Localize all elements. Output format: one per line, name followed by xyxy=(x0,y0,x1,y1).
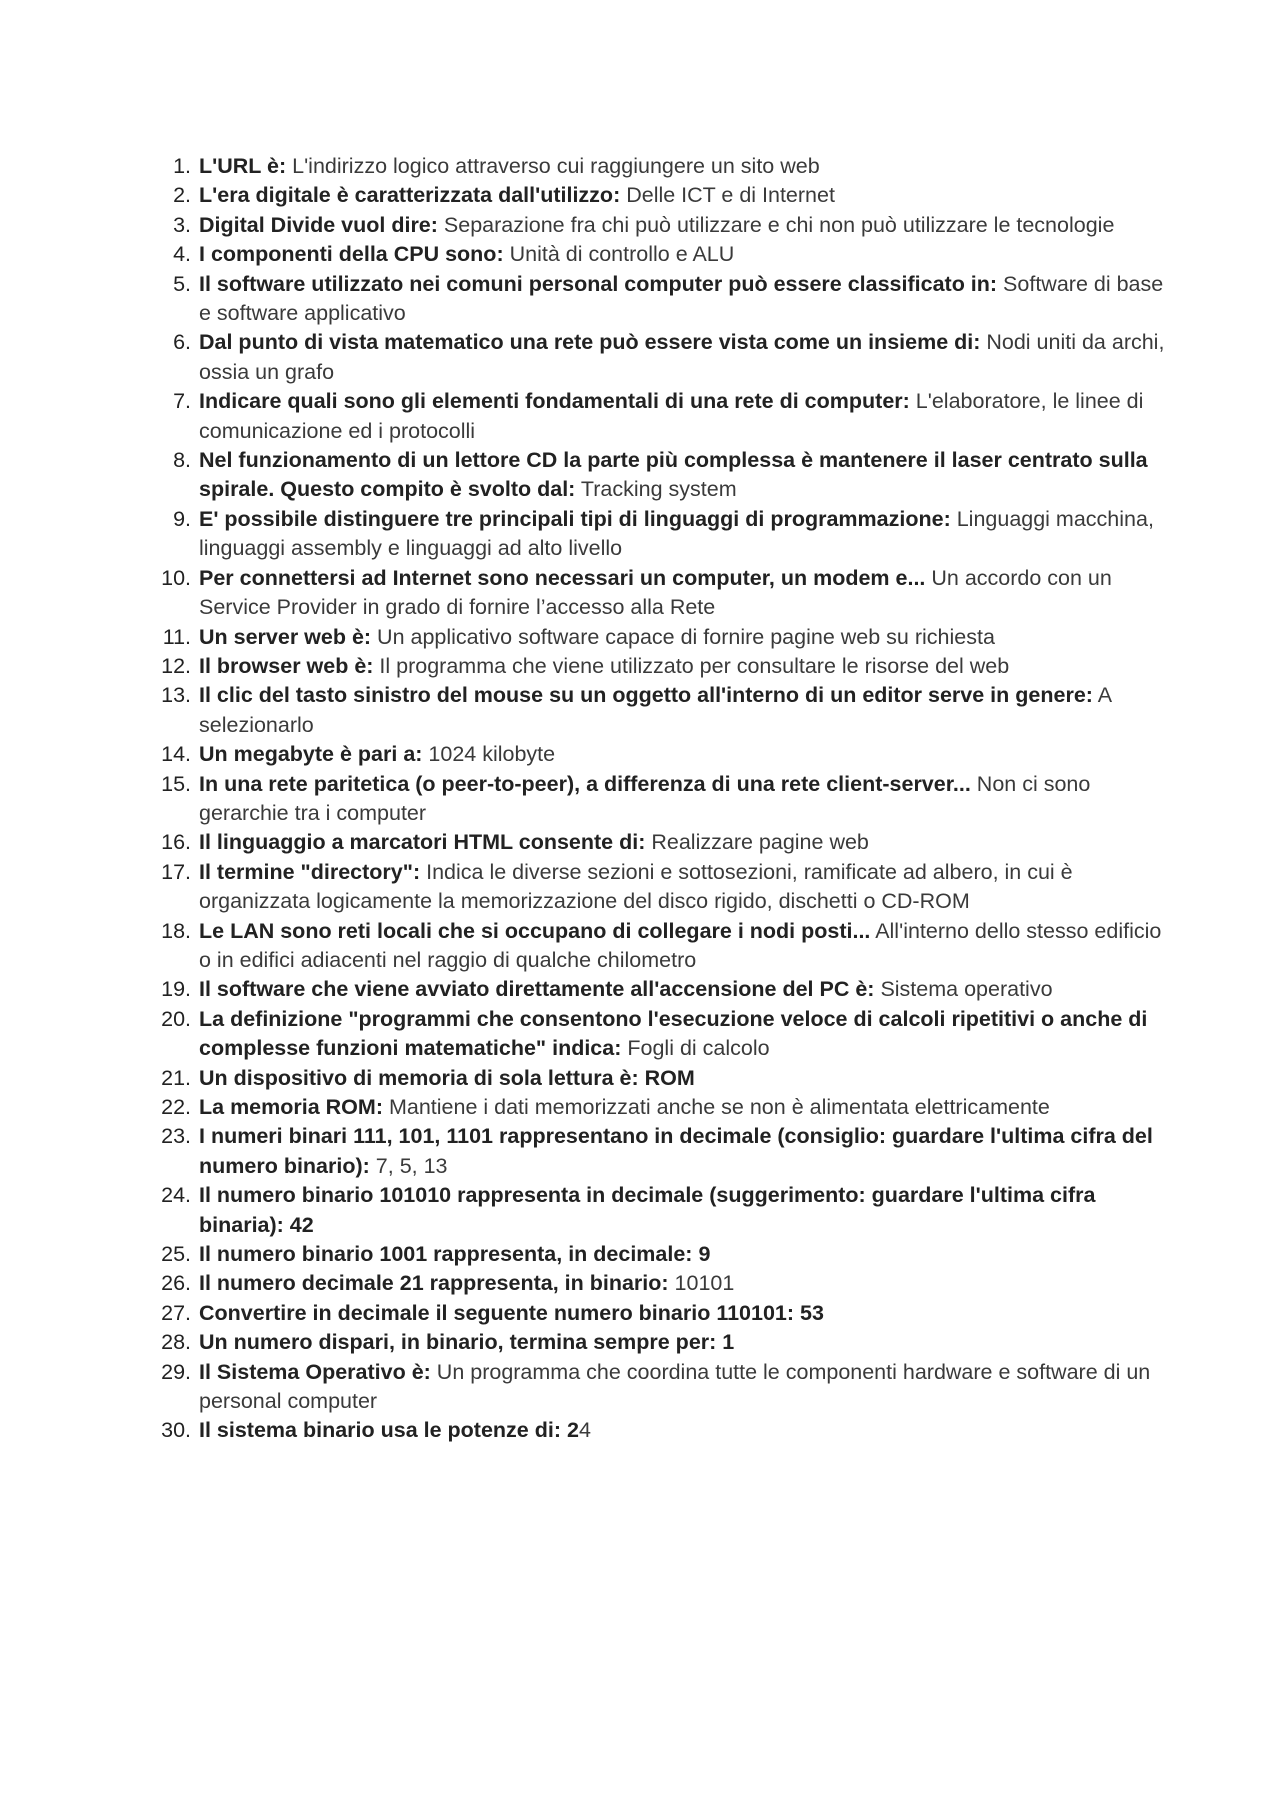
list-item xyxy=(157,240,1167,269)
item-answer: Fogli di calcolo xyxy=(621,1036,770,1061)
item-number: 20. xyxy=(161,1006,191,1031)
item-question: L'era digitale è caratterizzata dall'utilizzo: xyxy=(199,183,621,208)
item-question: Nel funzionamento di un lettore CD la parte più complessa è mantenere il laser centrato sulla spirale. Questo compito è svolto dal: xyxy=(199,448,1148,502)
list-item xyxy=(157,328,1167,387)
item-number: 17. xyxy=(161,859,191,884)
item-answer: A selezionarlo xyxy=(199,683,1111,737)
item-answer: Nodi uniti da archi, ossia un grafo xyxy=(199,330,1165,384)
item-answer: All'interno dello stesso edificio o in edifici adiacenti nel raggio di qualche chilometro xyxy=(199,918,1162,972)
item-number: 2. xyxy=(173,183,191,208)
list-item xyxy=(157,211,1167,240)
list-item xyxy=(157,917,1167,976)
item-question: In una rete paritetica (o peer-to-peer), a differenza di una rete client-server... xyxy=(199,771,971,796)
item-answer: Il programma che viene utilizzato per consultare le risorse del web xyxy=(373,653,1010,678)
list-item xyxy=(157,505,1167,564)
item-answer: Un applicativo software capace di fornire pagine web su richiesta xyxy=(371,624,995,649)
item-question: I numeri binari 111, 101, 1101 rappresentano in decimale (consiglio: guardare l'ultima cifra del numero binario): xyxy=(199,1124,1153,1178)
item-number: 26. xyxy=(161,1271,191,1296)
item-number: 5. xyxy=(173,271,191,296)
item-number: 25. xyxy=(161,1242,191,1267)
item-answer: Mantiene i dati memorizzati anche se non è alimentata elettricamente xyxy=(382,1095,1050,1119)
item-question: L'URL è: xyxy=(199,154,287,178)
list-item xyxy=(157,652,1167,681)
item-answer: Sistema operativo xyxy=(874,977,1053,1002)
list-item xyxy=(157,152,1167,181)
item-number: 29. xyxy=(161,1359,191,1384)
item-answer: Un accordo con un Service Provider in grado di fornire l’accesso alla Rete xyxy=(199,565,1112,620)
list-item xyxy=(157,387,1167,446)
item-question: E' possibile distinguere tre principali tipi di linguaggi di programmazione: xyxy=(199,506,951,531)
list-item xyxy=(157,1328,1167,1357)
question-answer-list xyxy=(157,152,1167,1446)
item-answer: L'elaboratore, le linee di comunicazione ed i protocolli xyxy=(199,389,1144,443)
item-answer: Tracking system xyxy=(575,477,737,502)
list-item xyxy=(157,1416,1167,1445)
item-number: 23. xyxy=(161,1124,191,1149)
list-item xyxy=(157,740,1167,769)
item-number: 8. xyxy=(173,448,191,473)
list-item xyxy=(157,181,1167,210)
item-answer: 7, 5, 13 xyxy=(369,1153,448,1178)
item-number: 12. xyxy=(161,653,191,678)
item-question: Un dispositivo di memoria di sola lettura è: ROM xyxy=(199,1065,695,1090)
item-number: 14. xyxy=(161,742,191,767)
item-question: Il termine "directory": xyxy=(199,859,421,884)
item-question: La memoria ROM: xyxy=(199,1095,383,1119)
list-item xyxy=(157,1122,1167,1181)
item-number: 21. xyxy=(161,1065,191,1090)
item-question: Il Sistema Operativo è: xyxy=(199,1359,431,1384)
list-item xyxy=(157,1005,1167,1064)
item-answer: Non ci sono gerarchie tra i computer xyxy=(199,771,1091,825)
list-item xyxy=(157,1299,1167,1328)
item-number: 15. xyxy=(161,771,191,796)
item-answer: 4 xyxy=(578,1418,591,1443)
list-item xyxy=(157,1240,1167,1269)
item-number: 6. xyxy=(173,330,191,355)
list-item xyxy=(157,975,1167,1004)
item-question: Dal punto di vista matematico una rete può essere vista come un insieme di: xyxy=(199,330,981,355)
item-number: 13. xyxy=(161,683,191,708)
list-item xyxy=(157,270,1167,329)
item-question: Il numero binario 101010 rappresenta in decimale (suggerimento: guardare l'ultima cifra binaria): 42 xyxy=(199,1183,1096,1237)
item-question: Digital Divide vuol dire: xyxy=(199,212,438,237)
item-question: Convertire in decimale il seguente numero binario 110101: 53 xyxy=(199,1300,824,1325)
item-answer: Linguaggi macchina, linguaggi assembly e linguaggi ad alto livello xyxy=(199,506,1154,561)
item-number: 22. xyxy=(161,1095,191,1119)
item-question: Un megabyte è pari a: xyxy=(199,742,423,767)
list-item xyxy=(157,1269,1167,1298)
list-item xyxy=(157,1181,1167,1240)
list-item xyxy=(157,446,1167,505)
list-item xyxy=(157,770,1167,829)
list-item xyxy=(157,828,1167,857)
item-number: 18. xyxy=(161,918,191,943)
item-answer: Indica le diverse sezioni e sottosezioni, ramificate ad albero, in cui è organizzata logicamente la memorizzazione del disco rigido, dischetti o CD-ROM xyxy=(199,859,1073,914)
item-question: Le LAN sono reti locali che si occupano di collegare i nodi posti... xyxy=(199,918,871,943)
item-question: Il linguaggio a marcatori HTML consente di: xyxy=(199,830,646,855)
list-item xyxy=(157,681,1167,740)
list-item xyxy=(157,1358,1167,1417)
item-question: Il clic del tasto sinistro del mouse su un oggetto all'interno di un editor serve in genere: xyxy=(199,683,1093,708)
item-question: Il numero binario 1001 rappresenta, in decimale: 9 xyxy=(199,1242,711,1267)
item-number: 10. xyxy=(161,565,191,590)
item-answer: Software di base e software applicativo xyxy=(199,271,1164,326)
item-answer: Separazione fra chi può utilizzare e chi non può utilizzare le tecnologie xyxy=(437,212,1115,237)
item-number: 4. xyxy=(173,242,191,267)
item-answer: L'indirizzo logico attraverso cui raggiungere un sito web xyxy=(286,154,820,178)
item-question: Il browser web è: xyxy=(199,653,374,678)
item-question: I componenti della CPU sono: xyxy=(199,242,504,267)
item-answer: 1024 kilobyte xyxy=(422,742,556,767)
item-number: 16. xyxy=(161,830,191,855)
item-number: 7. xyxy=(173,389,191,414)
item-number: 19. xyxy=(161,977,191,1002)
item-answer: 10101 xyxy=(668,1271,735,1296)
list-item xyxy=(157,1093,1167,1122)
item-number: 27. xyxy=(161,1300,191,1325)
list-item xyxy=(157,1064,1167,1093)
item-answer: Realizzare pagine web xyxy=(645,830,869,855)
item-question: La definizione "programmi che consentono l'esecuzione veloce di calcoli ripetitivi o anche di complesse funzioni matematiche" indica: xyxy=(199,1006,1148,1061)
item-question: Per connettersi ad Internet sono necessari un computer, un modem e... xyxy=(199,565,926,590)
item-number: 3. xyxy=(173,212,191,237)
item-question: Indicare quali sono gli elementi fondamentali di una rete di computer: xyxy=(199,389,910,414)
item-question: Il sistema binario usa le potenze di: 2 xyxy=(199,1418,579,1443)
item-question: Il numero decimale 21 rappresenta, in binario: xyxy=(199,1271,669,1296)
item-question: Il software utilizzato nei comuni personal computer può essere classificato in: xyxy=(199,271,998,296)
item-number: 28. xyxy=(161,1330,191,1355)
list-item xyxy=(157,858,1167,917)
item-number: 24. xyxy=(161,1183,191,1208)
item-answer: Unità di controllo e ALU xyxy=(503,242,735,267)
item-number: 30. xyxy=(161,1418,191,1443)
item-question: Un server web è: xyxy=(199,624,372,649)
item-number: 1. xyxy=(173,154,191,178)
list-item xyxy=(157,564,1167,623)
item-answer: Delle ICT e di Internet xyxy=(620,183,835,208)
item-number: 9. xyxy=(173,506,191,531)
item-answer: Un programma che coordina tutte le componenti hardware e software di un personal computer xyxy=(199,1359,1151,1414)
item-number: 11. xyxy=(162,624,191,649)
item-question: Un numero dispari, in binario, termina sempre per: 1 xyxy=(199,1330,735,1355)
item-question: Il software che viene avviato direttamente all'accensione del PC è: xyxy=(199,977,875,1002)
list-item xyxy=(157,623,1167,652)
